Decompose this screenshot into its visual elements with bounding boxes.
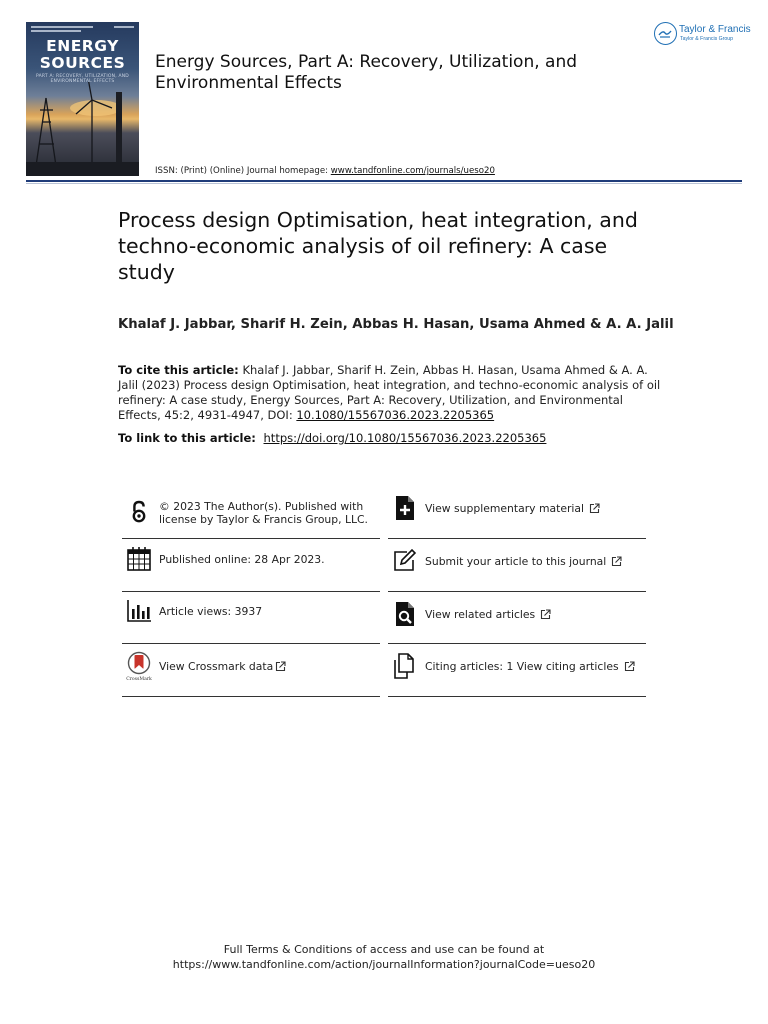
external-link-icon bbox=[611, 556, 622, 567]
related-text bbox=[425, 588, 551, 641]
taylor-francis-logo[interactable] bbox=[654, 22, 751, 48]
article-authors: Khalaf J. Jabbar, Sharif H. Zein, Abbas H. Hasan, Usama Ahmed & A. A. Jalil bbox=[118, 317, 674, 332]
submit-article-link[interactable] bbox=[388, 535, 646, 588]
crossmark-icon bbox=[126, 651, 152, 681]
article-doi-url[interactable]: https://doi.org/10.1080/15567036.2023.2205365 bbox=[263, 431, 547, 445]
license-line1: © 2023 The Author(s). Published with bbox=[159, 499, 364, 513]
edit-icon bbox=[392, 548, 418, 574]
issn-line bbox=[155, 166, 495, 176]
external-link-icon bbox=[624, 661, 635, 672]
terms-line1: Full Terms & Conditions of access and use can be found at bbox=[223, 943, 545, 956]
emblem-wave bbox=[655, 23, 675, 43]
issn-text: ISSN: (Print) (Online) Journal homepage: bbox=[155, 166, 331, 176]
divider bbox=[122, 696, 380, 697]
publisher-name: Taylor & Francis bbox=[679, 24, 751, 35]
related-label: View related articles bbox=[425, 608, 536, 621]
related-articles-link[interactable] bbox=[388, 588, 646, 641]
external-link-icon bbox=[540, 609, 551, 620]
copy-icon bbox=[392, 653, 418, 679]
crossmark-label: View Crossmark data bbox=[159, 660, 274, 673]
publisher-sub: Taylor & Francis Group bbox=[680, 36, 734, 42]
views-text: Article views: 3937 bbox=[159, 605, 263, 618]
license-text bbox=[159, 486, 368, 539]
submit-label: Submit your article to this journal bbox=[425, 555, 607, 568]
link-label: To link to this article: bbox=[118, 431, 260, 445]
published-date-info bbox=[122, 533, 380, 586]
external-link-icon bbox=[275, 661, 286, 672]
citing-text bbox=[425, 640, 635, 693]
citation-block bbox=[118, 363, 666, 423]
cite-text: Khalaf J. Jabbar, Sharif H. Zein, Abbas H. Hasan, Usama Ahmed & A. A. Jalil (2023) Process design Optimisation, heat integration, and techno-economic analysis of oil refinery: A case study, Energy Sources, Part A: Recovery, Utilization, and Environmental Effects, 45:2, 4931-4947, DOI: bbox=[118, 363, 661, 422]
search-document-icon bbox=[392, 601, 418, 627]
crossmark-logo-text: CrossMark bbox=[126, 677, 152, 681]
terms-link[interactable]: https://www.tandfonline.com/action/journalInformation?journalCode=ueso20 bbox=[172, 958, 596, 971]
article-views-info bbox=[122, 585, 380, 638]
cover-title-line2: SOURCES bbox=[39, 54, 126, 72]
submit-text bbox=[425, 535, 622, 588]
cover-masthead-lines bbox=[31, 26, 93, 34]
article-title: Process design Optimisation, heat integration, and techno-economic analysis of oil refinery: A case study bbox=[118, 208, 638, 284]
cover-photo-wind-turbines bbox=[26, 82, 139, 176]
cover-issn-mark bbox=[114, 26, 134, 28]
cover-title-line1: ENERGY bbox=[46, 37, 119, 55]
citing-articles-link[interactable] bbox=[388, 640, 646, 693]
published-text: Published online: 28 Apr 2023. bbox=[159, 553, 325, 566]
external-link-icon bbox=[589, 503, 600, 514]
license-info bbox=[122, 486, 380, 539]
crossmark-text bbox=[159, 640, 286, 693]
journal-title: Energy Sources, Part A: Recovery, Utilization, and Environmental Effects bbox=[155, 52, 578, 93]
cover-title bbox=[26, 38, 139, 72]
citing-label: Citing articles: 1 View citing articles bbox=[425, 660, 619, 673]
file-plus-icon bbox=[392, 495, 418, 521]
header-rule-thin bbox=[26, 183, 742, 184]
terms-footer bbox=[0, 942, 768, 972]
divider bbox=[388, 696, 646, 697]
supplementary-label: View supplementary material bbox=[425, 502, 585, 515]
calendar-icon bbox=[126, 546, 152, 572]
bar-chart-icon bbox=[126, 598, 152, 624]
cite-label: To cite this article: bbox=[118, 363, 239, 377]
cite-doi-link[interactable]: 10.1080/15567036.2023.2205365 bbox=[296, 408, 495, 422]
supplementary-material-link[interactable] bbox=[388, 482, 646, 535]
journal-cover bbox=[26, 22, 139, 176]
header-rule bbox=[26, 180, 742, 182]
cover-subtitle: PART A: RECOVERY, UTILIZATION, AND ENVIRONMENTAL EFFECTS bbox=[36, 74, 129, 84]
article-link-line bbox=[118, 431, 678, 445]
open-access-icon bbox=[126, 499, 152, 525]
supplementary-text bbox=[425, 482, 600, 535]
crossmark-link[interactable] bbox=[122, 640, 380, 693]
taylor-francis-emblem-icon bbox=[654, 22, 677, 45]
license-line2: license by Taylor & Francis Group, LLC. bbox=[159, 512, 368, 526]
journal-homepage-link[interactable]: www.tandfonline.com/journals/ueso20 bbox=[330, 166, 495, 176]
